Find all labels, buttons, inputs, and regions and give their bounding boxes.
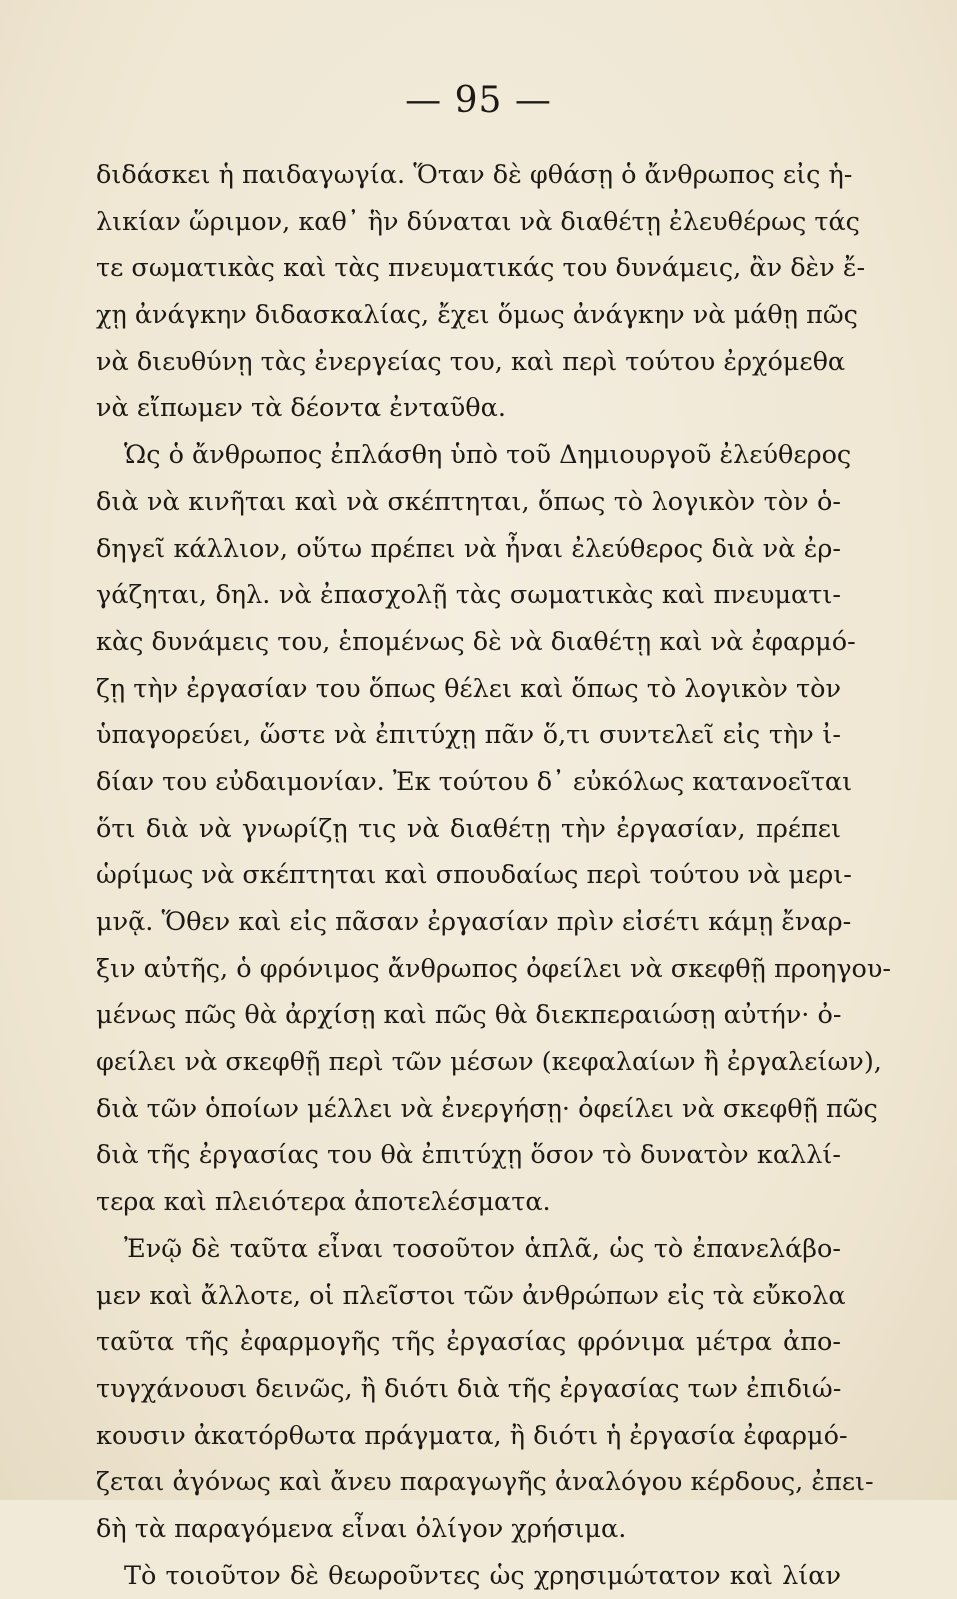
text-line: διὰ νὰ κινῆται καὶ νὰ σκέπτηται, ὅπως τὸ λογικὸν τὸν ὁ-: [96, 486, 841, 517]
text-line: Ὡς ὁ ἄνθρωπος ἐπλάσθη ὑπὸ τοῦ Δημιουργοῦ ἐλεύθερος: [124, 440, 852, 471]
text-line: Ἐνῷ δὲ ταῦτα εἶναι τοσοῦτον ἁπλᾶ, ὡς τὸ ἐπανελάβο-: [124, 1233, 841, 1264]
text-line: γάζηται, δηλ. νὰ ἐπασχολῇ τὰς σωματικὰς καὶ πνευματι-: [96, 580, 841, 611]
text-line: τε σωματικὰς καὶ τὰς πνευματικάς του δυνάμεις, ἂν δὲν ἔ-: [96, 253, 866, 284]
text-line: δὴ τὰ παραγόμενα εἶναι ὀλίγον χρήσιμα.: [96, 1513, 627, 1544]
text-line: ξιν αὐτῆς, ὁ φρόνιμος ἄνθρωπος ὀφείλει νὰ σκεφθῇ προηγου-: [96, 953, 892, 984]
text-line: ζεται ἀγόνως καὶ ἄνευ παραγωγῆς ἀναλόγου κέρδους, ἐπει-: [96, 1467, 874, 1498]
text-line: μεν καὶ ἄλλοτε, οἱ πλεῖστοι τῶν ἀνθρώπων εἰς τὰ εὔκολα: [96, 1280, 846, 1311]
text-line: κὰς δυνάμεις του, ἑπομένως δὲ νὰ διαθέτῃ καὶ νὰ ἐφαρμό-: [96, 626, 856, 657]
text-line: διδάσκει ἡ παιδαγωγία. Ὅταν δὲ φθάσῃ ὁ ἄνθρωπος εἰς ἡ-: [96, 160, 853, 190]
text-line: μένως πῶς θὰ ἀρχίσῃ καὶ πῶς θὰ διεκπεραιώσῃ αὐτήν· ὀ-: [96, 1000, 842, 1031]
text-line: Τὸ τοιοῦτον δὲ θεωροῦντες ὡς χρησιμώτατον καὶ λίαν: [124, 1560, 841, 1591]
text-line: νὰ διευθύνῃ τὰς ἐνεργείας του, καὶ περὶ τούτου ἐρχόμεθα: [96, 346, 846, 377]
text-line: ζῃ τὴν ἐργασίαν του ὅπως θέλει καὶ ὅπως τὸ λογικὸν τὸν: [96, 673, 841, 704]
text-line: ὅτι διὰ νὰ γνωρίζῃ τις νὰ διαθέτῃ τὴν ἐργασίαν, πρέπει: [96, 813, 841, 844]
text-line: τυγχάνουσι δεινῶς, ἢ διότι διὰ τῆς ἐργασίας των ἐπιδιώ-: [96, 1373, 842, 1404]
text-line: χῃ ἀνάγκην διδασκαλίας, ἔχει ὅμως ἀνάγκην νὰ μάθῃ πῶς: [96, 300, 858, 331]
text-line: ταῦτα τῆς ἐφαρμογῆς τῆς ἐργασίας φρόνιμα μέτρα ἀπο-: [96, 1327, 841, 1358]
body-text: [96, 152, 892, 1599]
text-line: δίαν του εὐδαιμονίαν. Ἐκ τούτου δ᾽ εὐκόλως κατανοεῖται: [96, 766, 853, 797]
text-line: δηγεῖ κάλλιον, οὕτω πρέπει νὰ ἦναι ἐλεύθερος διὰ νὰ ἐρ-: [96, 533, 841, 564]
page-number: — 95 —: [405, 80, 552, 121]
text-line: ὑπαγορεύει, ὥστε νὰ ἐπιτύχῃ πᾶν ὅ,τι συντελεῖ εἰς τὴν ἰ-: [96, 720, 841, 751]
text-line: φείλει νὰ σκεφθῇ περὶ τῶν μέσων (κεφαλαίων ἢ ἐργαλείων),: [96, 1047, 882, 1078]
text-line: νὰ εἴπωμεν τὰ δέοντα ἐνταῦθα.: [96, 393, 506, 424]
text-line: διὰ τῶν ὁποίων μέλλει νὰ ἐνεργήσῃ· ὀφείλει νὰ σκεφθῇ πῶς: [96, 1093, 878, 1124]
text-line: τερα καὶ πλειότερα ἀποτελέσματα.: [96, 1187, 551, 1218]
text-line: διὰ τῆς ἐργασίας του θὰ ἐπιτύχῃ ὅσον τὸ δυνατὸν καλλί-: [96, 1140, 841, 1171]
text-line: λικίαν ὥριμον, καθ᾽ ἣν δύναται νὰ διαθέτῃ ἐλευθέρως τάς: [96, 206, 860, 237]
text-line: κουσιν ἀκατόρθωτα πράγματα, ἢ διότι ἡ ἐργασία ἐφαρμό-: [96, 1420, 848, 1451]
text-line: μνᾷ. Ὅθεν καὶ εἰς πᾶσαν ἐργασίαν πρὶν εἰσέτι κάμῃ ἔναρ-: [96, 907, 852, 937]
text-line: ὡρίμως νὰ σκέπτηται καὶ σπουδαίως περὶ τούτου νὰ μερι-: [96, 860, 852, 891]
